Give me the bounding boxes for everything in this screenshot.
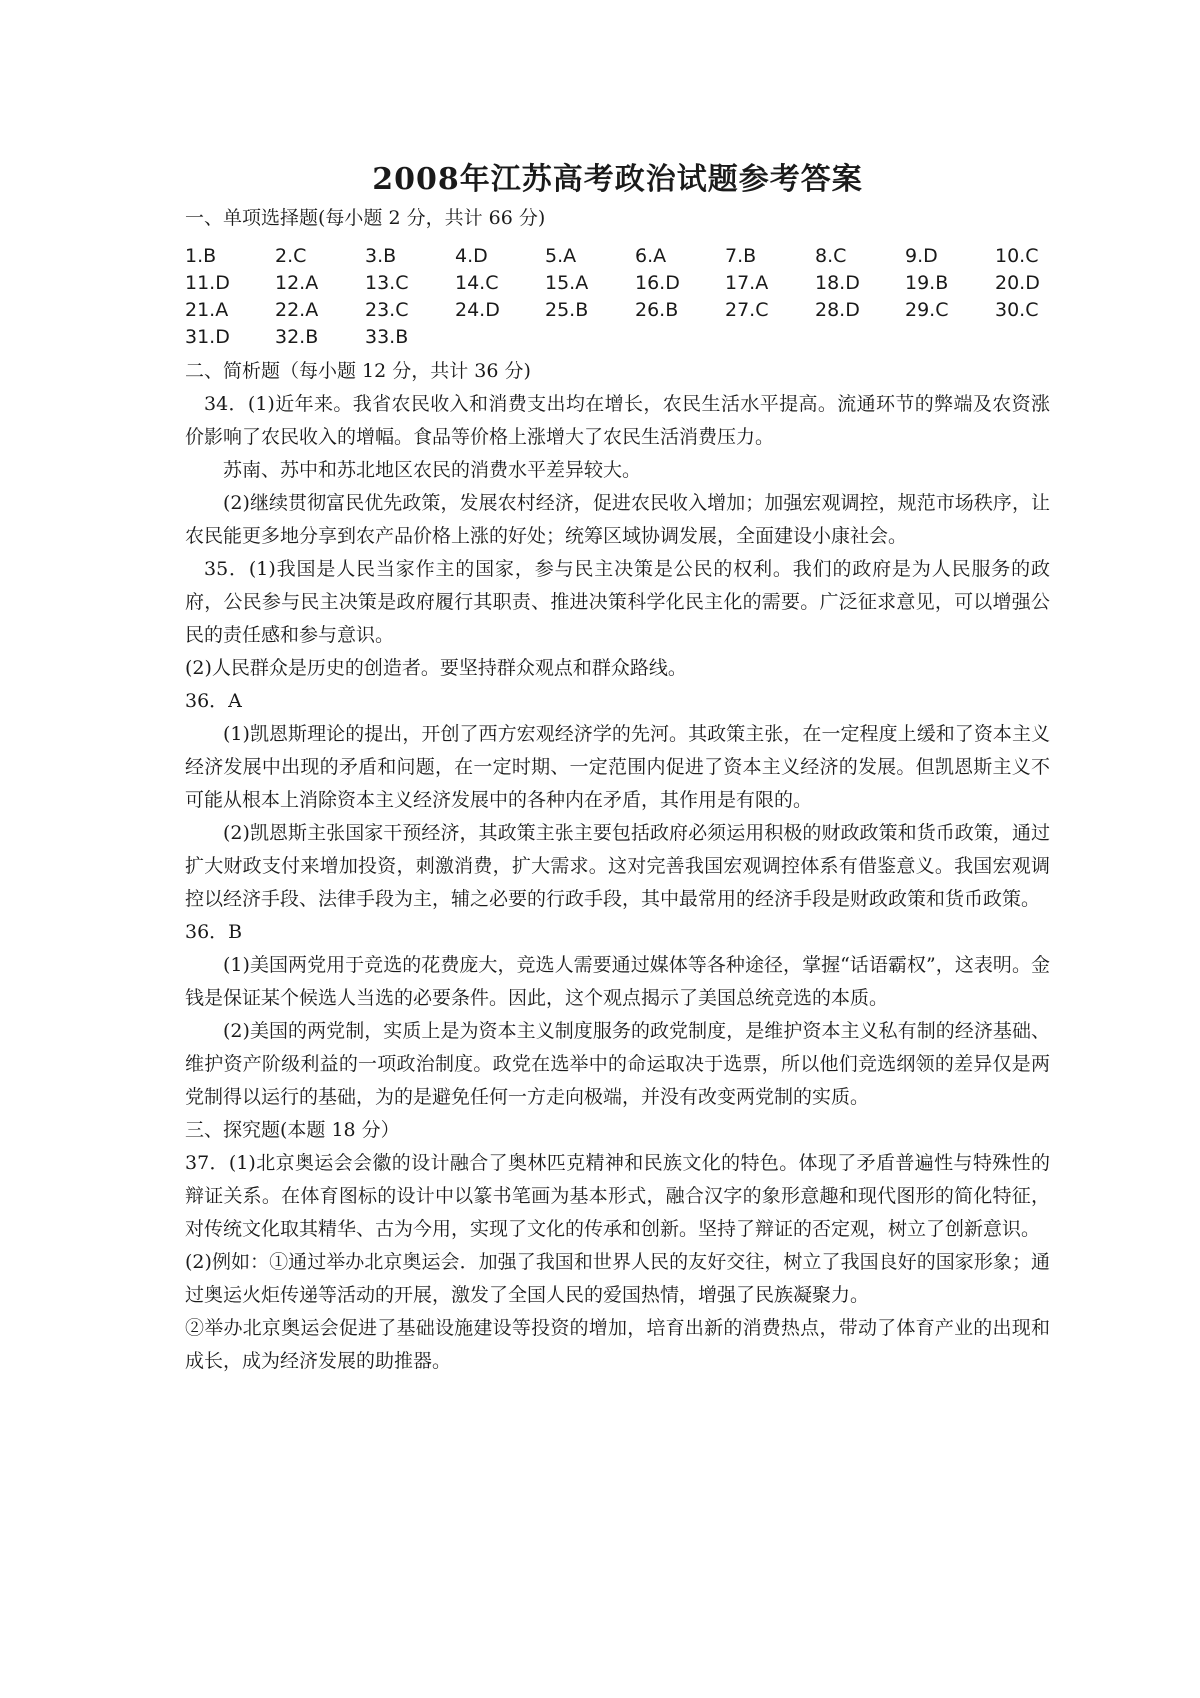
answer-item: 15.A — [545, 272, 589, 294]
q37-part2-cont: ②举办北京奥运会促进了基础设施建设等投资的增加，培育出新的消费热点，带动了体育产业的出现和成长，成为经济发展的助推器。 — [185, 1317, 1050, 1372]
answer-item: 9.D — [905, 245, 938, 267]
answer-item: 23.C — [365, 299, 409, 321]
q37-part2: (2)例如：①通过举办北京奥运会．加强了我国和世界人民的友好交往，树立了我国良好的国家形象；通过奥运火炬传递等活动的开展，激发了全国人民的爱国热情，增强了民族凝聚力。 — [185, 1251, 1050, 1306]
answer-item: 1.B — [185, 245, 217, 267]
answer-item: 20.D — [995, 272, 1040, 294]
answer-item: 21.A — [185, 299, 229, 321]
q34-part2: (2)继续贯彻富民优先政策，发展农村经济，促进农民收入增加；加强宏观调控，规范市场秩序，让农民能更多地分享到农产品价格上涨的好处；统筹区域协调发展，全面建设小康社会。 — [185, 492, 1050, 547]
q34-part1: 34．(1)近年来。我省农民收入和消费支出均在增长，农民生活水平提高。流通环节的弊端及农资涨价影响了农民收入的增幅。食品等价格上涨增大了农民生活消费压力。 — [185, 393, 1050, 448]
answer-item: 18.D — [815, 272, 860, 294]
answer-item: 3.B — [365, 245, 397, 267]
answer-item: 26.B — [635, 299, 679, 321]
answer-item: 11.D — [185, 272, 230, 294]
q34-part1-extra: 苏南、苏中和苏北地区农民的消费水平差异较大。 — [223, 459, 642, 481]
q36b-label: 36．B — [185, 921, 243, 943]
answer-item: 27.C — [725, 299, 769, 321]
section2-heading: 二、简析题（每小题 12 分，共计 36 分) — [185, 360, 531, 382]
answer-item: 13.C — [365, 272, 409, 294]
q36b-part2: (2)美国的两党制，实质上是为资本主义制度服务的政党制度，是维护资本主义私有制的经济基础、维护资产阶级利益的一项政治制度。政党在选举中的命运取决于选票，所以他们竞选纲领的差异仅是两党制得以运行的基础，为的是避免任何一方走向极端，并没有改变两党制的实质。 — [185, 1020, 1050, 1108]
q35-part2: (2)人民群众是历史的创造者。要坚持群众观点和群众路线。 — [185, 657, 687, 679]
answer-item: 17.A — [725, 272, 769, 294]
section3-heading: 三、探究题(本题 18 分） — [185, 1119, 400, 1141]
answer-item: 2.C — [275, 245, 307, 267]
answer-item: 14.C — [455, 272, 499, 294]
page-title: 2008年江苏高考政治试题参考答案 — [372, 162, 863, 197]
section1-heading: 一、单项选择题(每小题 2 分，共计 66 分) — [185, 207, 546, 229]
answer-item: 31.D — [185, 326, 230, 348]
answer-item: 12.A — [275, 272, 319, 294]
answer-item: 16.D — [635, 272, 680, 294]
answer-item: 10.C — [995, 245, 1039, 267]
q36a-label: 36．A — [185, 690, 242, 712]
answer-item: 6.A — [635, 245, 667, 267]
answer-item: 29.C — [905, 299, 949, 321]
answer-item: 25.B — [545, 299, 589, 321]
answer-item: 8.C — [815, 245, 847, 267]
answer-item: 7.B — [725, 245, 757, 267]
answer-item: 24.D — [455, 299, 500, 321]
q36a-part2: (2)凯恩斯主张国家干预经济，其政策主张主要包括政府必须运用积极的财政政策和货币政策，通过扩大财政支付来增加投资，刺激消费，扩大需求。这对完善我国宏观调控体系有借鉴意义。我国宏观调控以经济手段、法律手段为主，辅之必要的行政手段，其中最常用的经济手段是财政政策和货币政策。 — [185, 822, 1050, 910]
answer-item: 28.D — [815, 299, 860, 321]
choice-answer-grid — [185, 243, 1050, 351]
answer-item: 5.A — [545, 245, 577, 267]
q35-part1: 35．(1)我国是人民当家作主的国家，参与民主决策是公民的权利。我们的政府是为人民服务的政府，公民参与民主决策是政府履行其职责、推进决策科学化民主化的需要。广泛征求意见，可以增强公民的责任感和参与意识。 — [185, 558, 1050, 646]
answer-item: 19.B — [905, 272, 949, 294]
answer-item: 4.D — [455, 245, 488, 267]
q37-part1: 37．(1)北京奥运会会徽的设计融合了奥林匹克精神和民族文化的特色。体现了矛盾普遍性与特殊性的辩证关系。在体育图标的设计中以篆书笔画为基本形式，融合汉字的象形意趣和现代图形的简化特征，对传统文化取其精华、古为今用，实现了文化的传承和创新。坚持了辩证的否定观，树立了创新意识。 — [185, 1152, 1050, 1240]
answer-item: 33.B — [365, 326, 409, 348]
answer-item: 22.A — [275, 299, 319, 321]
answer-item: 32.B — [275, 326, 319, 348]
answer-item: 30.C — [995, 299, 1039, 321]
q36b-part1: (1)美国两党用于竞选的花费庞大，竞选人需要通过媒体等各种途径，掌握“话语霸权”，这表明。金钱是保证某个候选人当选的必要条件。因此，这个观点揭示了美国总统竞选的本质。 — [185, 954, 1050, 1009]
q36a-part1: (1)凯恩斯理论的提出，开创了西方宏观经济学的先河。其政策主张，在一定程度上缓和了资本主义经济发展中出现的矛盾和问题，在一定时期、一定范围内促进了资本主义经济的发展。但凯恩斯主义不可能从根本上消除资本主义经济发展中的各种内在矛盾，其作用是有限的。 — [185, 723, 1050, 811]
